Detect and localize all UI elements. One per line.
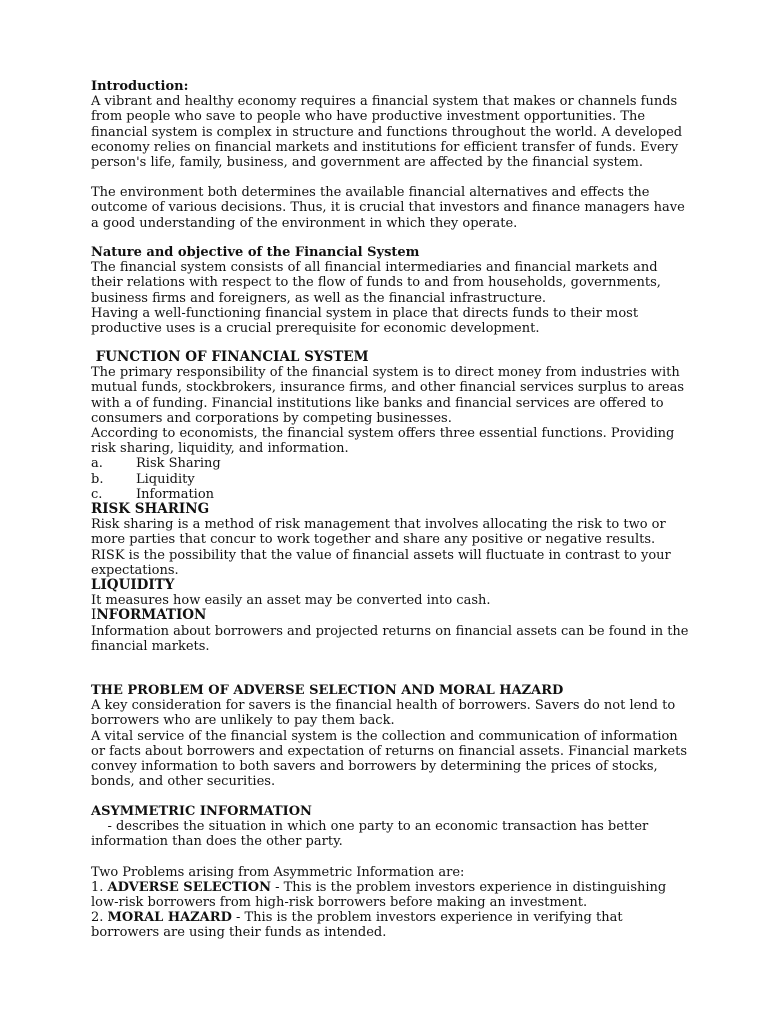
list-item <box>91 472 691 487</box>
intro-paragraph-2: The environment both determines the available financial alternatives and effects the outcome of various decisions. Thus, it is crucial that investors and finance managers have a good understanding of the environment in which they operate. <box>91 185 685 231</box>
adverse-paragraph-1: A key consideration for savers is the financial health of borrowers. Savers do not lend to borrowers who are unlikely to pay them back. <box>91 698 676 729</box>
information-paragraph: Information about borrowers and projected returns on financial assets can be found in the financial markets. <box>91 623 689 654</box>
list-item <box>91 456 691 471</box>
adverse-paragraph-2: A vital service of the financial system is the collection and communication of information or facts about borrowers and expectation of returns on financial assets. Financial markets convey information to both savers and borrowers by determining the prices of stocks, bonds, and other securities. <box>91 728 688 790</box>
asymmetric-section <box>91 804 691 941</box>
list-text: Information <box>136 486 215 502</box>
list-text: Liquidity <box>136 471 195 487</box>
risk-paragraph-1: Risk sharing is a method of risk management that involves allocating the risk to two or more parties that concur to work together and share any positive or negative results. <box>91 517 666 548</box>
function-paragraph-2: According to economists, the financial system offers three essential functions. Providing risk sharing, liquidity, and information. <box>91 426 675 457</box>
information-heading-initial: I <box>91 607 97 624</box>
liquidity-heading: LIQUIDITY <box>91 577 175 594</box>
intro-heading: Introduction: <box>91 79 189 94</box>
problem-term: MORAL HAZARD <box>107 910 232 926</box>
list-item <box>91 487 691 502</box>
information-heading-rest: NFORMATION <box>96 607 207 624</box>
function-paragraph-1: The primary responsibility of the financial system is to direct money from industries with mutual funds, stockbrokers, insurance firms, and other financial services surplus to areas with a of funding. Financial institutions like banks and financial services are offered to consumers and corporations by competing businesses. <box>91 365 685 426</box>
problem-item-1 <box>91 880 691 910</box>
adverse-heading: THE PROBLEM OF ADVERSE SELECTION AND MORAL HAZARD <box>91 683 564 698</box>
problem-text: - This is the problem investors experience in distinguishing low-risk borrowers from high-risk borrowers before making an investment. <box>91 879 667 911</box>
list-text: Risk Sharing <box>136 456 221 472</box>
asymmetric-paragraph-2: Two Problems arising from Asymmetric Information are: <box>91 864 465 880</box>
liquidity-paragraph: It measures how easily an asset may be converted into cash. <box>91 593 491 609</box>
adverse-section <box>91 683 691 789</box>
risk-paragraph-2: RISK is the possibility that the value of financial assets will fluctuate in contrast to your expectations. <box>91 547 671 578</box>
list-marker: b. <box>91 471 104 487</box>
intro-section <box>91 79 691 231</box>
asymmetric-heading: ASYMMETRIC INFORMATION <box>91 804 312 819</box>
problem-number: 2. <box>91 910 108 926</box>
intro-paragraph-1: A vibrant and healthy economy requires a financial system that makes or channels funds from people who save to people who have productive investment opportunities. The financial system is complex in structure and functions throughout the world. A developed economy relies on financial markets and institutions for efficient transfer of funds. Every person's life, family, business, and government are affected by the financial system. <box>91 94 683 171</box>
function-heading: FUNCTION OF FINANCIAL SYSTEM <box>91 349 369 365</box>
risk-heading: RISK SHARING <box>91 501 210 518</box>
list-marker: c. <box>91 486 103 502</box>
nature-paragraph-1: The financial system consists of all financial intermediaries and financial markets and their relations with respect to the flow of funds to and from households, governments, business firms and foreigners, as well as the financial infrastructure. <box>91 260 661 306</box>
list-marker: a. <box>91 456 103 472</box>
function-section <box>91 350 691 654</box>
information-heading <box>91 608 691 623</box>
nature-heading: Nature and objective of the Financial System <box>91 245 420 260</box>
problem-text: - This is the problem investors experience in verifying that borrowers are using their funds as intended. <box>91 910 623 941</box>
problem-number: 1. <box>91 879 108 895</box>
asymmetric-paragraph-1: - describes the situation in which one party to an economic transaction has better information than does the other party. <box>91 819 653 850</box>
problem-term: ADVERSE SELECTION <box>107 879 271 895</box>
problem-item-2 <box>91 910 691 940</box>
nature-paragraph-2: Having a well-functioning financial system in place that directs funds to their most productive uses is a crucial prerequisite for economic development. <box>91 305 639 337</box>
nature-section <box>91 245 691 336</box>
